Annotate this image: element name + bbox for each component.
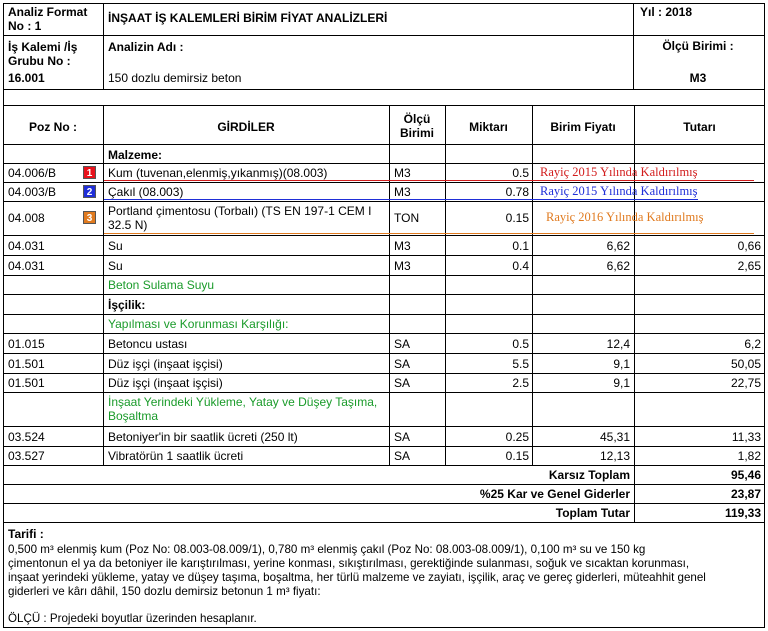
tarif-line: giderleri ve kârı dâhil, 150 dozlu demirsiz betonun 1 m³ fiyatı:	[8, 585, 321, 598]
row-price: 12,13	[599, 449, 630, 463]
row-price: 6,62	[606, 259, 630, 273]
row-qty: 5.5	[512, 357, 529, 371]
section-malzeme: Malzeme:	[108, 148, 163, 162]
removed-stamp: Rayiç 2016 Yılında Kaldırılmış	[546, 210, 704, 224]
row-desc: Vibratörün 1 saatlik ücreti	[108, 449, 244, 463]
row-desc: Betoncu ustası	[108, 337, 188, 351]
row-poz: 01.501	[8, 376, 45, 390]
tarif-label: Tarifi :	[8, 527, 44, 541]
strike-line	[104, 199, 698, 200]
row-unit: M3	[394, 166, 411, 180]
row-qty: 0.1	[512, 239, 529, 253]
removed-stamp: Rayiç 2015 Yılında Kaldırılmış	[540, 165, 698, 179]
row-poz: 01.015	[8, 337, 45, 351]
row-desc: Portland çimentosu (Torbalı) (TS EN 197-1 CEM I 32.5 N)	[108, 204, 372, 232]
page-title: İNŞAAT İŞ KALEMLERİ BİRİM FİYAT ANALİZLERİ	[108, 11, 388, 25]
row-poz: 01.501	[8, 357, 45, 371]
kar-label: %25 Kar ve Genel Giderler	[479, 487, 630, 501]
row-unit: SA	[394, 449, 411, 463]
row-qty: 0.15	[505, 211, 529, 225]
row-total: 6,2	[744, 337, 761, 351]
row-unit: M3	[394, 185, 411, 199]
col-miktar: Miktarı	[469, 120, 508, 134]
row-unit: SA	[394, 376, 411, 390]
row-unit: SA	[394, 430, 411, 444]
row-poz: 04.003/B	[8, 185, 57, 199]
row-price: 12,4	[606, 337, 630, 351]
col-birim-fiyat: Birim Fiyatı	[550, 120, 616, 134]
row-poz: 04.006/B	[8, 166, 57, 180]
col-olcu: Ölçü Birimi	[399, 112, 434, 140]
group-number: 16.001	[8, 71, 45, 85]
toplam-tutar-value: 119,33	[724, 506, 761, 520]
row-qty: 0.5	[512, 337, 529, 351]
row-unit: M3	[394, 259, 411, 273]
section-iscilik: İşçilik:	[108, 298, 146, 312]
section-beton-sulama: Beton Sulama Suyu	[108, 278, 215, 292]
row-qty: 2.5	[512, 376, 529, 390]
format-label: Analiz Format No : 1	[8, 5, 88, 33]
row-qty: 0.25	[505, 430, 529, 444]
row-poz: 03.524	[8, 430, 45, 444]
row-unit: TON	[394, 211, 420, 225]
olcu-note: ÖLÇÜ : Projedeki boyutlar üzerinden hesaplanır.	[8, 612, 257, 625]
section-tasima: İnşaat Yerindeki Yükleme, Yatay ve Düşey Taşıma, Boşaltma	[108, 395, 378, 423]
row-qty: 0.78	[505, 185, 529, 199]
row-unit: SA	[394, 337, 411, 351]
strike-line	[104, 180, 754, 181]
section-yapilmasi: Yapılması ve Korunması Karşılığı:	[108, 317, 289, 331]
row-unit: M3	[394, 239, 411, 253]
karsiz-toplam-value: 95,46	[730, 468, 761, 482]
tarif-line: 0,500 m³ elenmiş kum (Poz No: 08.003-08.009/1), 0,780 m³ elenmiş çakıl (Poz No: 08.003-08.009/1), 0,100 m³ su ve 150 kg	[8, 543, 646, 556]
row-poz: 04.031	[8, 259, 45, 273]
group-label: İş Kalemi /İş Grubu No :	[8, 40, 78, 68]
tarif-line: inşaat yerindeki yükleme, yatay ve düşey taşıma, boşaltma, her türlü malzeme ve zayiatı, işçilik, araç ve gereç giderleri, müteahhit genel	[8, 571, 706, 584]
row-qty: 0.5	[512, 166, 529, 180]
karsiz-toplam-label: Karsız Toplam	[548, 468, 630, 482]
col-tutar: Tutarı	[683, 120, 716, 134]
unit-label: Ölçü Birimi :	[662, 39, 734, 53]
analysis-name-label: Analizin Adı :	[108, 40, 184, 54]
row-total: 2,65	[737, 259, 761, 273]
row-price: 6,62	[606, 239, 630, 253]
row-total: 50,05	[730, 357, 761, 371]
row-desc: Düz işçi (inşaat işçisi)	[108, 357, 223, 371]
col-girdiler: GİRDİLER	[217, 120, 275, 134]
removed-stamp: Rayiç 2015 Yılında Kaldırılmış	[540, 184, 698, 198]
row-total: 0,66	[737, 239, 761, 253]
row-desc: Su	[108, 259, 123, 273]
row-desc: Su	[108, 239, 123, 253]
badge-3-icon: 3	[83, 211, 96, 224]
row-price: 9,1	[613, 376, 630, 390]
analysis-sheet	[3, 3, 765, 628]
row-poz: 04.031	[8, 239, 45, 253]
row-total: 22,75	[730, 376, 761, 390]
year-label: Yıl : 2018	[640, 5, 693, 19]
toplam-tutar-label: Toplam Tutar	[555, 506, 630, 520]
row-poz: 04.008	[8, 211, 45, 225]
row-unit: SA	[394, 357, 411, 371]
badge-2-icon: 2	[83, 185, 96, 198]
kar-value: 23,87	[730, 487, 761, 501]
strike-line	[104, 233, 754, 234]
row-total: 1,82	[737, 449, 761, 463]
row-total: 11,33	[731, 430, 761, 444]
row-desc: Betoniyer'in bir saatlik ücreti (250 lt)	[108, 430, 298, 444]
row-desc: Düz işçi (inşaat işçisi)	[108, 376, 223, 390]
row-desc: Çakıl (08.003)	[108, 185, 184, 199]
row-poz: 03.527	[8, 449, 45, 463]
analysis-name: 150 dozlu demirsiz beton	[108, 71, 242, 85]
row-qty: 0.15	[505, 449, 529, 463]
row-price: 9,1	[613, 357, 630, 371]
tarif-line: çimentonun el ya da betoniyer ile karıştırılması, yerine konması, sıkıştırılması, gerektiğinde sulanması, soğuk ve sıcaktan korunması,	[8, 557, 690, 570]
col-poz: Poz No :	[29, 120, 77, 134]
unit-value: M3	[689, 71, 707, 85]
row-price: 45,31	[599, 430, 630, 444]
row-qty: 0.4	[512, 259, 529, 273]
row-desc: Kum (tuvenan,elenmiş,yıkanmış)(08.003)	[108, 166, 328, 180]
badge-1-icon: 1	[83, 166, 96, 179]
